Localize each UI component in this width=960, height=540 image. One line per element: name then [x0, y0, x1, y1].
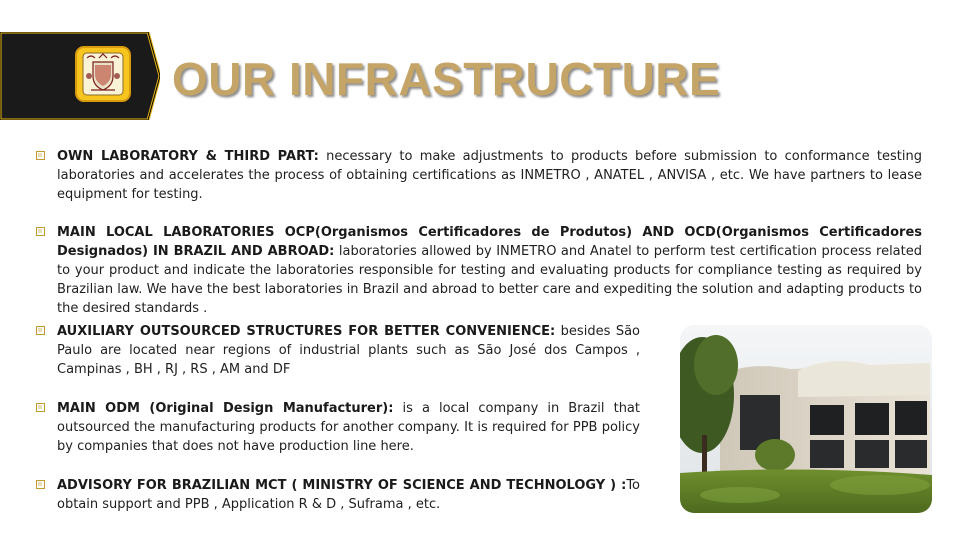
bullet-lead: MAIN ODM (Original Design Manufacturer): — [57, 401, 394, 416]
bullet-lead: AUXILIARY OUTSOURCED STRUCTURES FOR BETTER CONVENIENCE: — [57, 324, 556, 339]
crest-icon — [75, 46, 131, 102]
bullet-main-local-laboratories — [36, 223, 922, 318]
bullet-lead: ADVISORY FOR BRAZILIAN MCT ( MINISTRY OF SCIENCE AND TECHNOLOGY ) : — [57, 478, 627, 493]
bullet-text: necessary to make adjustments to products before submission to conformance testing laboratories and accelerates the process of obtaining certifications as INMETRO , ANATEL , ANVISA , etc. We have partners to lease equipment for testing. — [57, 149, 923, 202]
bullet-square-icon — [36, 227, 45, 236]
bullet-square-icon — [36, 326, 45, 335]
office-building-photo — [680, 325, 932, 513]
bullet-text: is a local company in Brazil that outsourced the manufacturing products for another company. It is required for PPB policy by companies that does not have production line here. — [57, 401, 640, 454]
bullet-own-laboratory — [36, 147, 922, 204]
bullet-square-icon — [36, 151, 45, 160]
page-title: OUR INFRASTRUCTURE — [172, 53, 721, 105]
bullet-square-icon — [36, 480, 45, 489]
bullet-text: laboratories allowed by INMETRO and Anatel to perform test certification process related to your product and indicate the laboratories responsible for testing and evaluating products for compliance testing as required by Brazilian law. We have the best laboratories in Brazil and abroad to better care and expediting the solution and adapting products to the desired standards . — [57, 244, 922, 316]
bullet-main-odm — [36, 399, 640, 456]
bullet-text: To obtain support and PPB , Application R & D , Suframa , etc. — [57, 478, 640, 512]
bullet-text: besides São Paulo are located near regions of industrial plants such as São José dos Campos , Campinas , BH , RJ , RS , AM and DF — [57, 324, 640, 377]
bullet-advisory-mct — [36, 476, 640, 514]
bullet-lead: MAIN LOCAL LABORATORIES OCP(Organismos Certificadores de Produtos) AND OCD(Organismos Certificadores Designados) IN BRAZIL AND ABROAD: — [57, 225, 922, 259]
bullet-square-icon — [36, 403, 45, 412]
bullet-lead: OWN LABORATORY & THIRD PART: — [57, 149, 319, 164]
bullet-auxiliary-structures — [36, 322, 640, 379]
